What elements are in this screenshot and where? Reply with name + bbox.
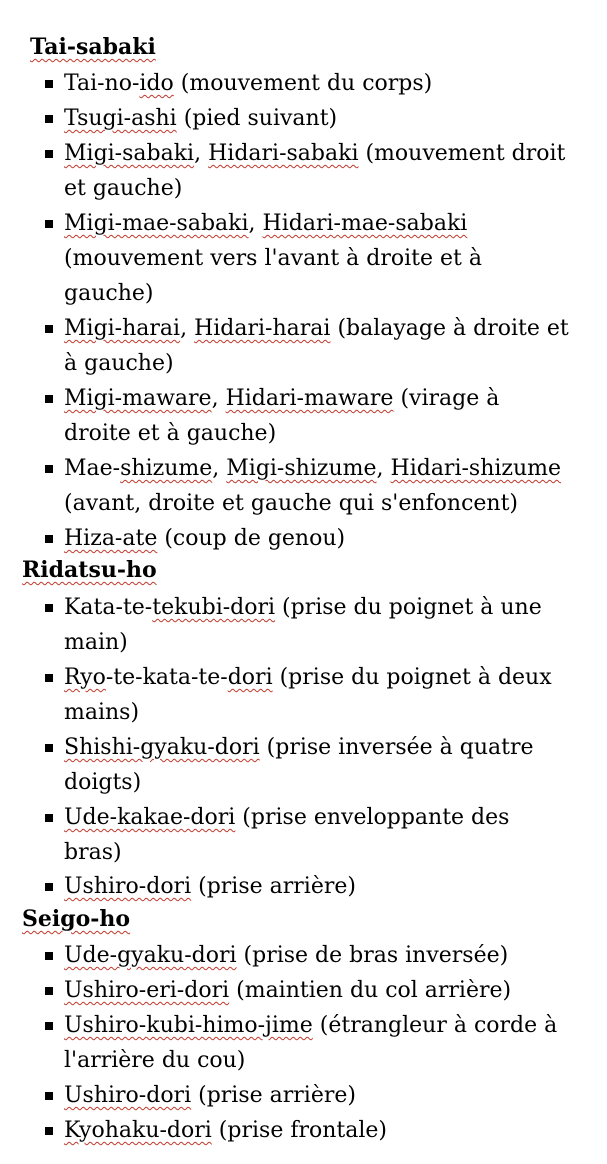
list-item xyxy=(64,730,564,800)
square-bullet-icon xyxy=(45,395,53,403)
square-bullet-icon xyxy=(45,744,53,752)
section-heading: Ridatsu-ho xyxy=(22,557,157,583)
square-bullet-icon xyxy=(45,604,53,612)
list-item-text: Kyohaku-dori (prise frontale) xyxy=(64,1118,387,1143)
list-item xyxy=(64,136,584,206)
square-bullet-icon xyxy=(45,1022,53,1030)
list-item-text: Ushiro-eri-dori (maintien du col arrière) xyxy=(64,978,512,1003)
list-item xyxy=(64,206,564,311)
square-bullet-icon xyxy=(45,535,53,543)
list-item xyxy=(64,66,584,101)
list-item xyxy=(64,938,584,973)
list-item-text: Ushiro-dori (prise arrière) xyxy=(64,874,356,899)
square-bullet-icon xyxy=(45,987,53,995)
list-item-text: Tai-no-ido (mouvement du corps) xyxy=(64,71,433,96)
list-item xyxy=(64,311,584,381)
list-item-text: Tsugi-ashi (pied suivant) xyxy=(64,106,338,131)
list-item xyxy=(64,521,584,556)
list-item-text: Migi-sabaki, Hidari-sabaki (mouvement droit et gauche) xyxy=(64,141,566,201)
square-bullet-icon xyxy=(45,1092,53,1100)
list-item-text: Mae-shizume, Migi-shizume, Hidari-shizume (avant, droite et gauche qui s'enfoncent) xyxy=(64,456,562,516)
list-item-text: Migi-maware, Hidari-maware (virage à droite et à gauche) xyxy=(64,386,500,446)
list-item xyxy=(64,1078,584,1113)
list-item-text: Ryo-te-kata-te-dori (prise du poignet à deux mains) xyxy=(64,665,552,725)
square-bullet-icon xyxy=(45,883,53,891)
list-item-text: Hiza-ate (coup de genou) xyxy=(64,526,346,551)
list-item-text: Migi-mae-sabaki, Hidari-mae-sabaki (mouvement vers l'avant à droite et à gauche) xyxy=(64,211,482,306)
list-item xyxy=(64,101,584,136)
list-item xyxy=(64,381,554,451)
list-item xyxy=(64,800,554,870)
square-bullet-icon xyxy=(45,80,53,88)
list-item-text: Ude-gyaku-dori (prise de bras inversée) xyxy=(64,943,509,968)
list-item-text: Ushiro-dori (prise arrière) xyxy=(64,1083,356,1108)
square-bullet-icon xyxy=(45,1127,53,1135)
square-bullet-icon xyxy=(45,674,53,682)
square-bullet-icon xyxy=(45,465,53,473)
list-item xyxy=(64,660,584,730)
section-heading: Tai-sabaki xyxy=(30,34,156,60)
square-bullet-icon xyxy=(45,325,53,333)
list-item-text: Shishi-gyaku-dori (prise inversée à quatre doigts) xyxy=(64,735,534,795)
list-item xyxy=(64,973,584,1008)
square-bullet-icon xyxy=(45,220,53,228)
list-item xyxy=(64,1113,584,1148)
list-item-text: Migi-harai, Hidari-harai (balayage à droite et à gauche) xyxy=(64,316,569,376)
list-item-text: Ushiro-kubi-himo-jime (étrangleur à corde à l'arrière du cou) xyxy=(64,1013,558,1073)
list-item-text: Ude-kakae-dori (prise enveloppante des bras) xyxy=(64,805,510,865)
list-item xyxy=(64,1008,584,1078)
square-bullet-icon xyxy=(45,814,53,822)
list-item xyxy=(64,451,594,521)
list-item-text: Kata-te-tekubi-dori (prise du poignet à une main) xyxy=(64,595,542,655)
square-bullet-icon xyxy=(45,150,53,158)
section-heading: Seigo-ho xyxy=(22,906,131,932)
list-item xyxy=(64,590,574,660)
square-bullet-icon xyxy=(45,952,53,960)
list-item xyxy=(64,869,584,904)
square-bullet-icon xyxy=(45,115,53,123)
